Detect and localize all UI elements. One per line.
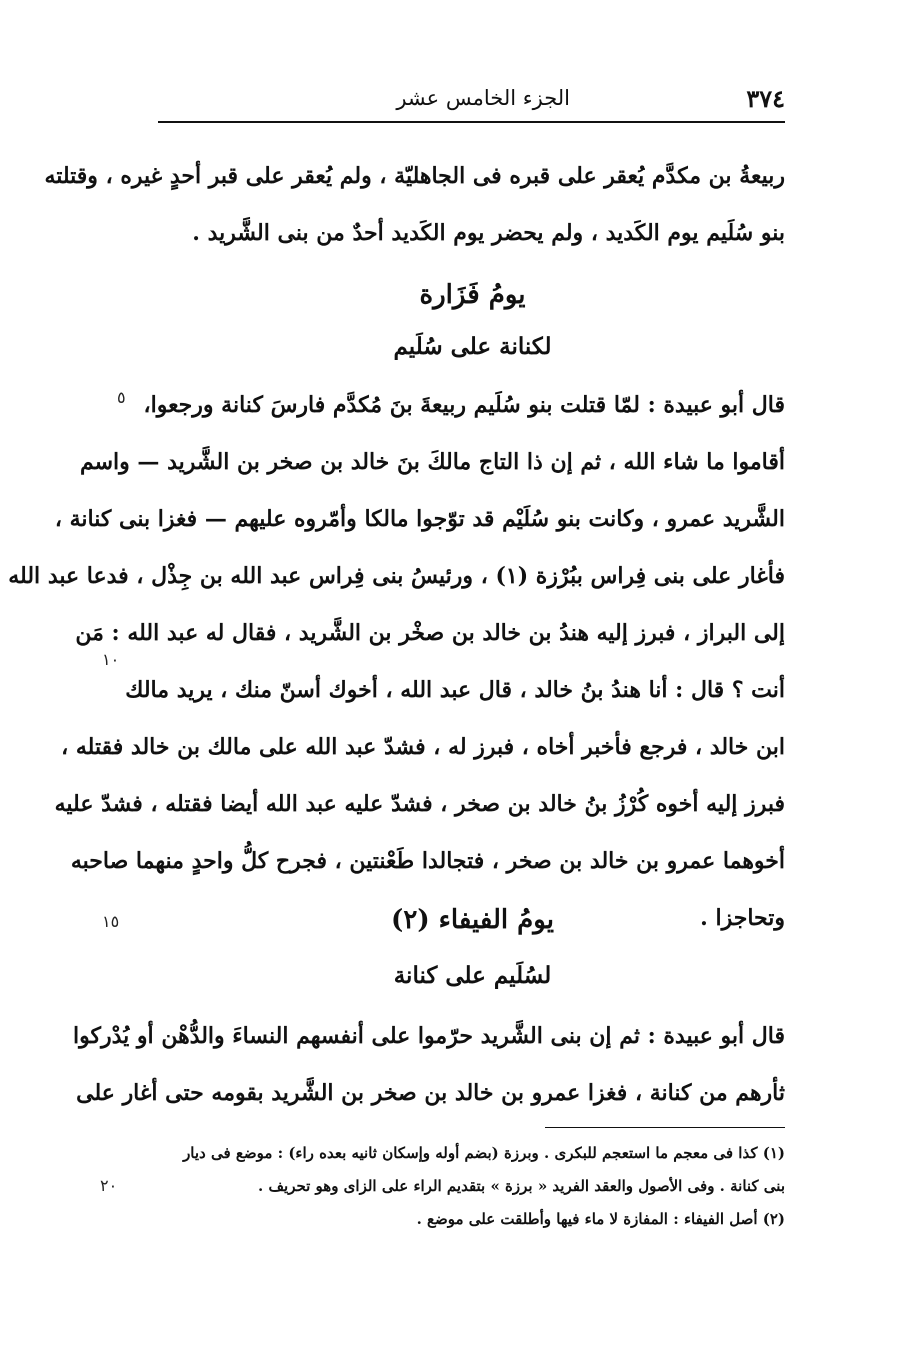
footnote-line: بنى كنانة . وفى الأصول والعقد الفريد « برزة » بتقديم الراء على الزاى وهو تحريف . — [258, 1177, 785, 1195]
text-line: بنو سُلَيم يوم الكَديد ، ولم يحضر يوم الكَديد أحدٌ من بنى الشَّريد . — [192, 220, 785, 246]
footnote-line: (١) كذا فى معجم ما استعجم للبكرى . وبرزة (بضم أوله وإسكان ثانيه بعده راء) : موضع فى ديار — [183, 1144, 785, 1162]
text-line: قال أبو عبيدة : لمّا قتلت بنو سُلَيم ربيعةَ بنَ مُكدَّم فارسَ كنانة ورجعوا، — [143, 392, 785, 418]
opening-paragraph — [44, 148, 785, 262]
text-line: قال أبو عبيدة : ثم إن بنى الشَّريد حرّموا على أنفسهم النساءَ والدُّهْن أو يُدْركوا — [73, 1023, 785, 1049]
text-line: أقاموا ما شاء الله ، ثم إن ذا التاج مالكَ بنَ خالد بن صخر بن الشَّريد — واسم — [79, 449, 785, 475]
fayfa-paragraph — [73, 1008, 785, 1122]
header-rule — [158, 121, 785, 123]
section-title-fayfa: يومُ الفيفاء (٢) — [391, 905, 554, 935]
text-line: أخوهما عمرو بن خالد بن صخر ، فتجالدا طَعْنتين ، فجرح كلُّ واحدٍ منهما صاحبه — [70, 848, 785, 874]
text-line: إلى البراز ، فبرز إليه هندُ بن خالد بن صخْر بن الشَّريد ، فقال له عبد الله : مَن — [75, 620, 785, 646]
text-line: فبرز إليه أخوه كُرْزُ بنُ خالد بن صخر ، فشدّ عليه عبد الله أيضا فقتله ، فشدّ عليه — [54, 791, 785, 817]
line-number-5: ٥ — [117, 388, 126, 407]
page-number: ٣٧٤ — [746, 84, 785, 113]
text-line: أنت ؟ قال : أنا هندُ بنُ خالد ، قال عبد الله ، أخوك أسنّ منك ، يريد مالك — [125, 677, 785, 703]
section-subtitle-fayfa: لسُلَيم على كنانة — [393, 962, 552, 989]
line-number-20: ٢٠ — [100, 1176, 118, 1195]
text-line: الشَّريد عمرو ، وكانت بنو سُلَيْم قد توّجوا مالكا وأمّروه عليهم — فغزا بنى كنانة ، — [54, 506, 785, 532]
text-line: ابن خالد ، فرجع فأخبر أخاه ، فبرز له ، فشدّ عبد الله على مالك بن خالد فقتله ، — [61, 734, 785, 760]
line-number-15: ١٥ — [102, 912, 120, 931]
text-line: ربيعةُ بن مكدَّم يُعقر على قبره فى الجاهليّة ، ولم يُعقر على قبر أحدٍ غيره ، وقتلته — [44, 163, 785, 189]
volume-title: الجزء الخامس عشر — [396, 86, 570, 110]
running-header — [158, 80, 785, 120]
section-subtitle-fazara: لكنانة على سُلَيم — [393, 333, 552, 360]
text-line: وتحاجزا . — [700, 905, 785, 931]
line-number-10: ١٠ — [102, 650, 120, 669]
text-line: ثأرهم من كنانة ، فغزا عمرو بن خالد بن صخر بن الشَّريد بقومه حتى أغار على — [76, 1080, 785, 1106]
section-title-fazara: يومُ فَزَارة — [419, 280, 526, 310]
footnotes — [160, 1137, 785, 1236]
footnote-rule — [545, 1127, 785, 1128]
footnote-line: (٢) أصل الفيفاء : المفازة لا ماء فيها وأطلقت على موضع . — [416, 1210, 785, 1228]
text-line: فأغار على بنى فِراس ببُرْزة (١) ، ورئيسُ بنى فِراس عبد الله بن جِذْل ، فدعا عبد الله — [8, 563, 785, 589]
